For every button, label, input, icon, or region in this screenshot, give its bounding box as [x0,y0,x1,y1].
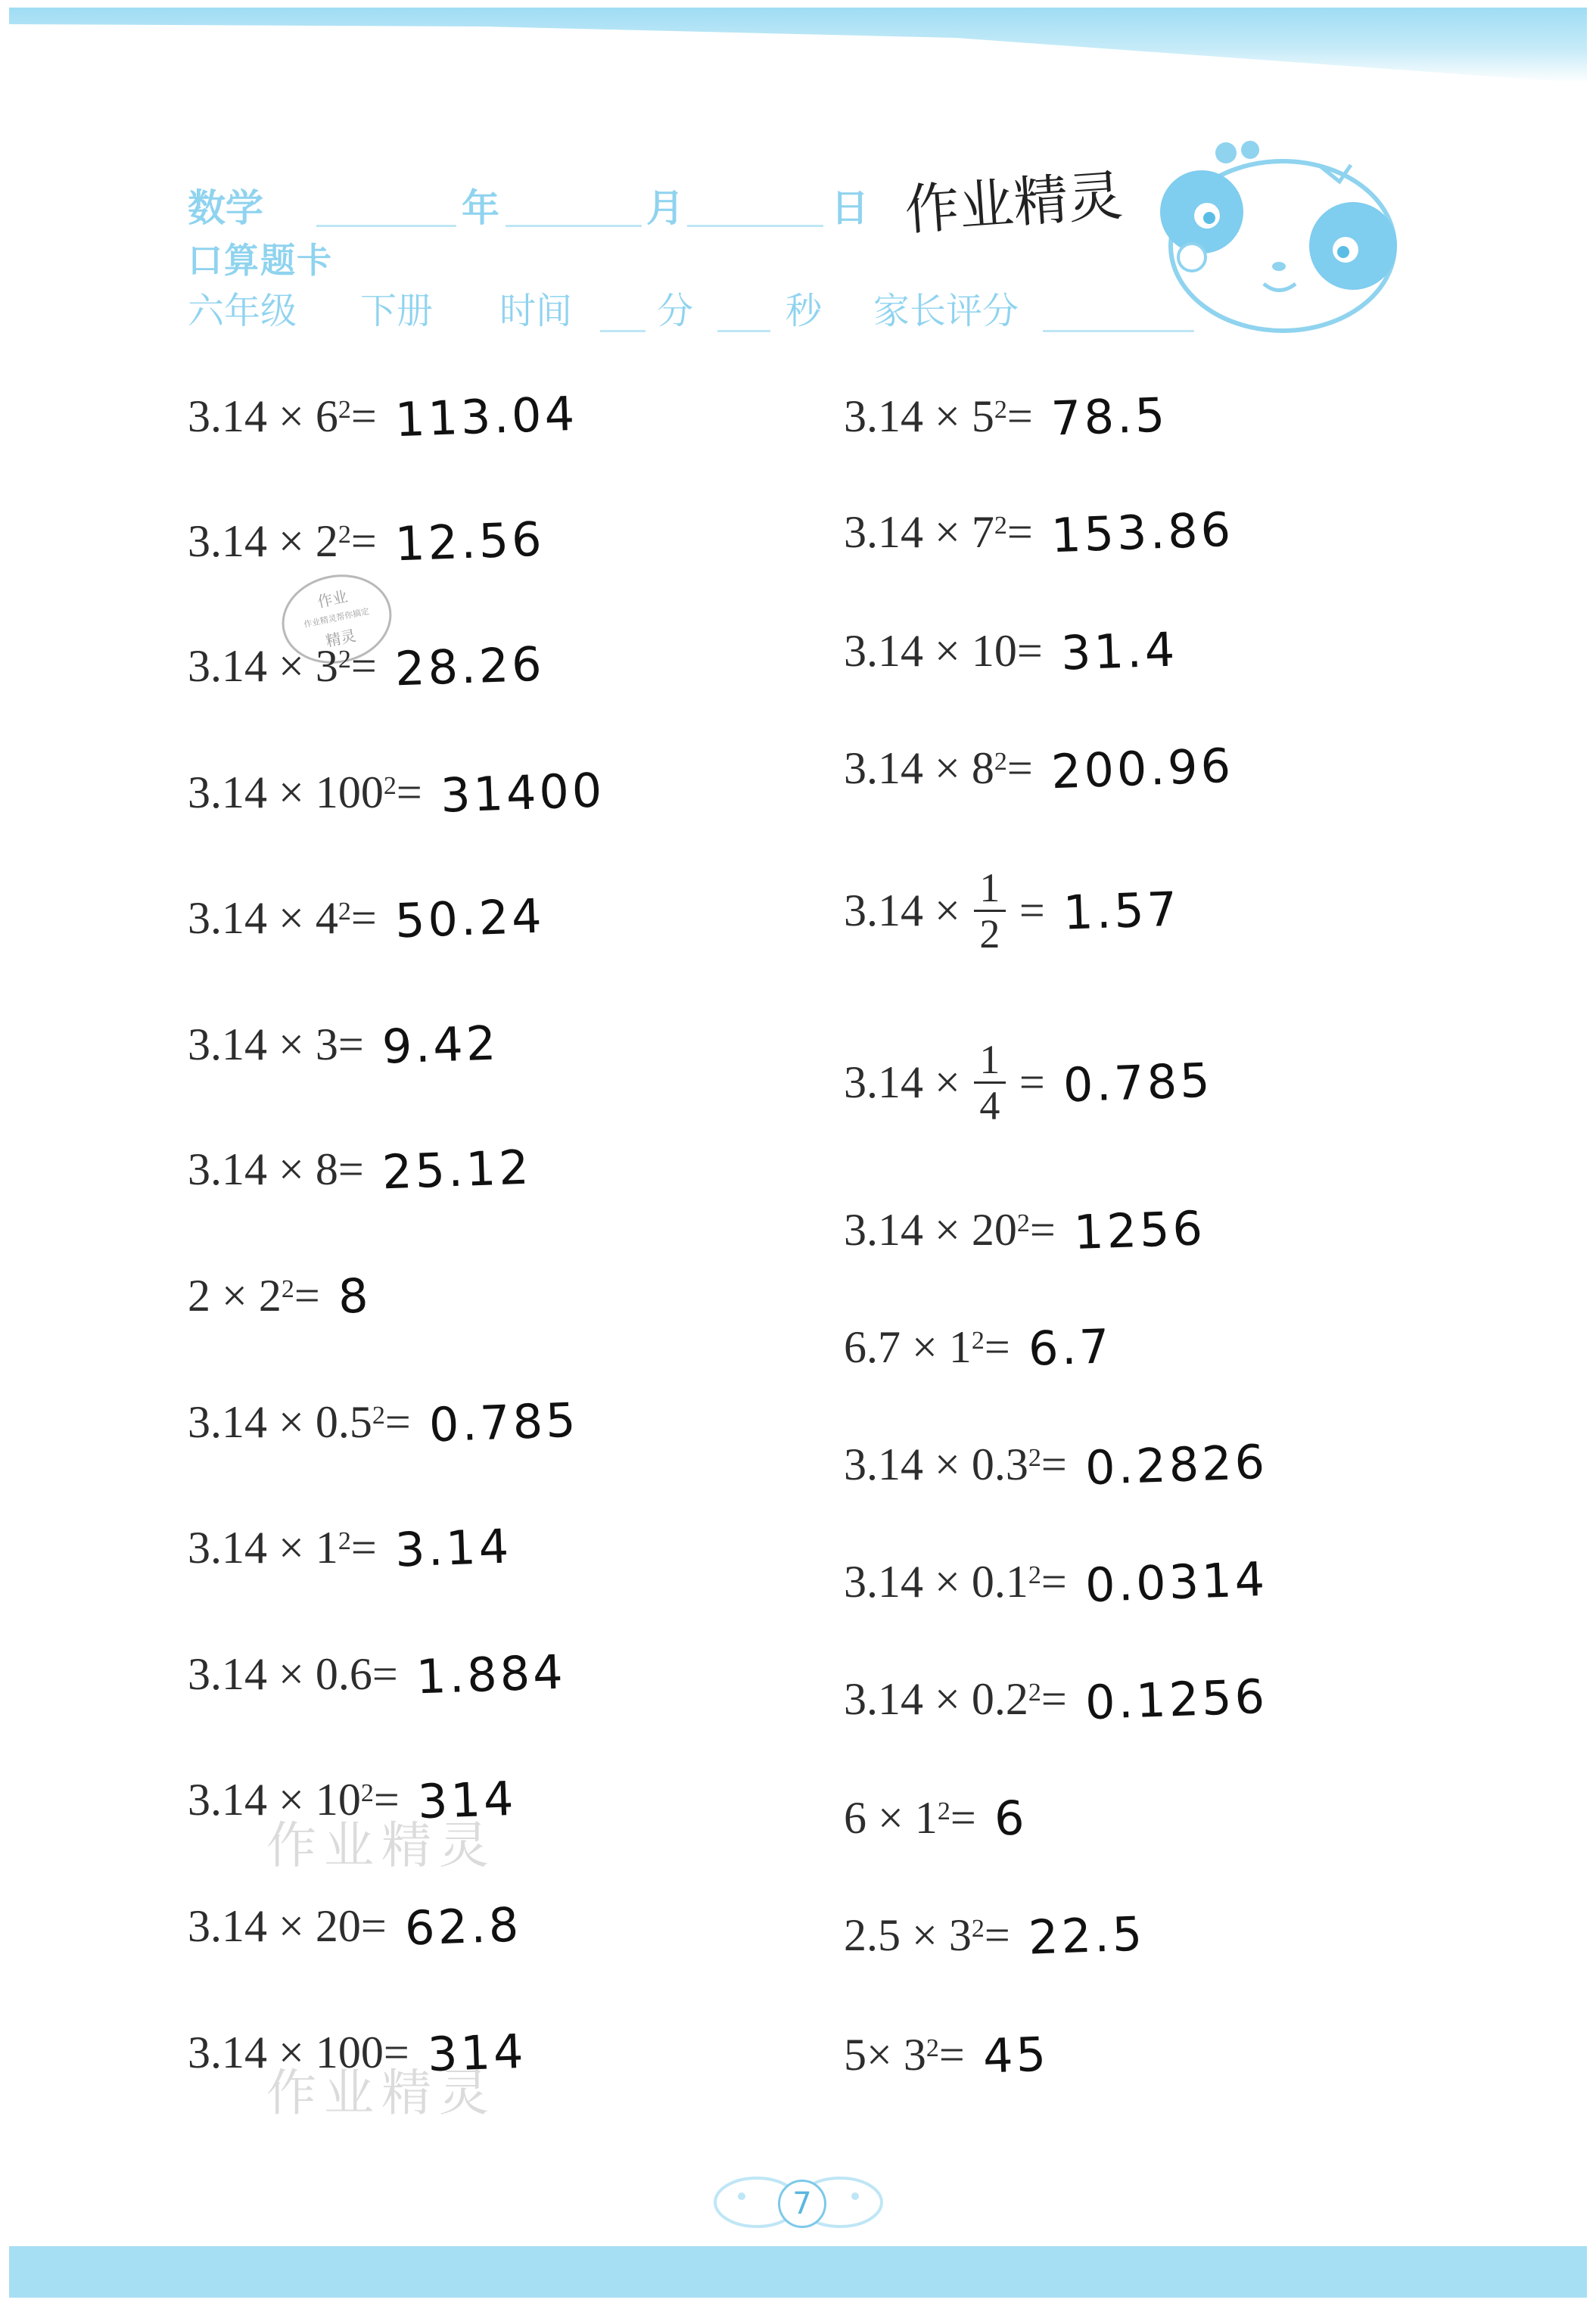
problem-base: 6 × 1 [844,1792,938,1843]
problem-expression [188,1900,387,1953]
problem-exponent: 2 [360,1779,374,1807]
time-label: 时间 [499,290,573,332]
second-blank [717,330,770,332]
volume-label: 下册 [360,290,434,332]
problem-exponent: 2 [994,396,1007,424]
problem-base: 3.14 × 6 [188,391,338,441]
problem-expression [188,1144,364,1196]
handwritten-answer: 200.96 [1050,737,1234,799]
equals-sign: = [1006,506,1033,557]
handwritten-answer: 6.7 [1027,1318,1113,1377]
stamp-bottom-text: 精灵 [324,626,358,651]
handwritten-answer: 0.0314 [1084,1551,1268,1613]
problem-base: 3.14 × 8 [188,1144,338,1194]
problem-row [844,1894,1145,1977]
parent-score-label: 家长评分 [873,290,1019,332]
problem-base: 2.5 × 3 [844,1909,972,1960]
fraction-numerator: 1 [979,1036,1000,1082]
problem-exponent: 2 [1028,1444,1041,1472]
problem-expression [844,506,1033,559]
problem-row [188,751,605,834]
year-blank [316,225,456,227]
problem-base: 3.14 × 0.5 [188,1396,372,1447]
equals-sign: = [383,2027,409,2077]
problem-row [844,609,1178,692]
problem-exponent: 2 [338,646,351,674]
problem-exponent: 2 [338,1527,351,1555]
problem-expression [844,1673,1067,1726]
problem-base: 3.14 × 0.2 [844,1673,1028,1724]
problem-base: 3.14 × 20 [188,1900,361,1951]
problem-row [844,1423,1268,1506]
problem-row [188,1254,371,1337]
problem-expression [844,742,1033,795]
equals-sign: = [350,892,377,943]
problem-base: 6.7 × 1 [844,1321,972,1372]
problem-expression [188,1019,364,1071]
equals-sign: = [373,1774,400,1825]
problem-exponent: 2 [994,512,1007,540]
equals-sign: = [984,1909,1010,1960]
equals-sign: = [350,640,377,691]
panda-illustration [1150,136,1408,341]
fraction-denominator: 4 [979,1082,1000,1128]
equals-sign: = [938,2029,965,2080]
handwritten-answer: 28.26 [394,636,546,696]
problem-expression [844,1439,1067,1491]
problem-base: 3.14 × 0.6 [188,1648,372,1699]
problem-row [188,876,544,960]
problem-expression [844,1792,976,1844]
problem-expression [844,391,1033,443]
equals-sign: = [360,1900,387,1951]
month-blank [506,225,642,227]
page-number: 7 [778,2180,826,2228]
grade-label: 六年级 [188,290,297,332]
problem-base: 3.14 × 10 [188,1774,361,1825]
problem-row [844,490,1234,574]
minute-blank [600,330,646,332]
problem-base: 3.14 × 8 [844,742,994,793]
equals-sign: = [294,1270,320,1321]
equals-sign: = [350,515,377,566]
equals-sign: = [384,1396,411,1447]
handwritten-answer: 6 [993,1789,1028,1847]
fraction [974,1038,1006,1128]
year-label: 年 [462,186,499,230]
handwritten-answer: 314 [416,1770,518,1829]
handwritten-answer: 0.785 [1062,1052,1214,1112]
equals-sign: = [1019,885,1045,935]
problem-base: 3.14 × 1 [188,1522,338,1573]
problem-row [188,1506,512,1589]
problem-expression [844,866,1045,956]
problem-base: 3.14 × [844,1056,960,1107]
problem-row [844,1036,1214,1128]
problem-expression [188,1270,320,1322]
problem-exponent: 2 [383,772,397,800]
equals-sign: = [372,1648,398,1699]
problem-row [188,499,544,583]
problem-expression [844,1556,1067,1608]
problem-expression [844,1909,1010,1962]
problem-base: 3.14 × 100 [188,767,384,817]
handwritten-answer: 25.12 [381,1139,533,1200]
handwritten-signature: 作业精灵 [902,163,1125,242]
handwritten-answer: 1256 [1072,1200,1206,1260]
problem-exponent: 2 [937,1797,950,1825]
handwritten-answer: 314 [426,2023,527,2082]
handwritten-answer: 31400 [439,761,606,823]
page-number-badge [711,2149,885,2240]
problem-row [844,1540,1268,1623]
problem-row [844,1305,1112,1389]
stamp-middle-text: 作业精灵帮你搞定 [303,606,371,630]
second-label: 秒 [786,290,823,332]
problem-exponent: 2 [281,1275,294,1303]
handwritten-answer: 0.785 [428,1392,580,1452]
equals-sign: = [350,391,377,441]
problem-row [188,375,577,458]
bottom-decor-bar [9,2246,1587,2298]
problem-exponent: 2 [1028,1561,1041,1589]
problem-expression [188,767,422,819]
equals-sign: = [396,767,422,817]
handwritten-answer: 50.24 [394,888,546,948]
problem-base: 3.14 × 0.3 [844,1439,1028,1489]
equals-sign: = [1006,742,1033,793]
problem-row [188,1884,521,1968]
problem-expression [844,2029,965,2081]
handwritten-answer: 0.2826 [1084,1433,1268,1495]
problem-base: 3.14 × 2 [188,515,338,566]
equals-sign: = [950,1792,976,1843]
problem-base: 3.14 × 3 [188,1019,338,1069]
equals-sign: = [1006,391,1033,441]
problem-expression [844,625,1043,677]
problem-exponent: 2 [1016,1209,1030,1237]
problem-exponent: 2 [372,1402,385,1430]
minute-label: 分 [657,290,694,332]
problem-base: 3.14 × [844,885,960,935]
month-label: 月 [646,186,684,230]
equals-sign: = [1016,625,1043,676]
problem-expression [188,1396,411,1449]
handwritten-answer: 62.8 [403,1896,522,1956]
subject-label: 数学 [188,186,263,230]
problem-expression [188,515,377,568]
problem-base: 3.14 × 7 [844,506,994,557]
problem-row [188,1632,565,1716]
top-decor-bar [9,8,1587,83]
handwritten-answer: 12.56 [394,511,546,571]
watermark-text: 作业精灵 [266,2064,496,2122]
handwritten-answer: 1.57 [1062,880,1181,941]
problem-row [188,1003,499,1086]
problem-base: 3.14 × 5 [844,391,994,441]
problem-base: 3.14 × 100 [188,2027,384,2077]
problem-exponent: 2 [971,1915,985,1943]
fraction-denominator: 2 [979,910,1000,957]
problem-row [188,1380,578,1464]
problem-exponent: 2 [971,1327,985,1355]
watermark-text: 作业精灵 [266,1816,496,1875]
day-label: 日 [831,186,869,230]
problem-exponent: 2 [338,521,351,549]
stamp-top-text: 作业 [316,587,350,611]
problem-row [844,864,1181,957]
equals-sign: = [984,1321,1010,1372]
problem-expression [844,1321,1010,1374]
handwritten-answer: 1.884 [415,1644,567,1704]
handwritten-answer: 0.1256 [1084,1668,1268,1730]
problem-base: 3.14 × 20 [844,1204,1017,1255]
problem-row [844,1776,1027,1859]
problem-row [188,1128,531,1211]
problem-exponent: 2 [338,898,351,926]
handwritten-answer: 3.14 [394,1517,512,1578]
problem-expression [188,391,377,443]
handwritten-answer: 9.42 [381,1014,499,1075]
problem-row [844,2013,1049,2096]
problem-base: 3.14 × 4 [188,892,338,943]
fraction [974,866,1006,956]
problem-base: 3.14 × 10 [844,625,1017,676]
day-blank [687,225,823,227]
handwritten-answer: 78.5 [1050,386,1168,447]
problem-base: 3.14 × 0.1 [844,1556,1028,1607]
problem-base: 2 × 2 [188,1270,282,1321]
handwritten-answer: 31.4 [1059,621,1178,681]
problem-base: 3.14 × 3 [188,640,338,691]
handwritten-answer: 8 [337,1267,372,1324]
problem-row [844,1188,1205,1271]
handwritten-answer: 113.04 [394,385,578,447]
equals-sign: = [350,1522,377,1573]
problem-expression [844,1038,1045,1128]
header-info-row [188,282,1247,335]
problem-expression [188,892,377,944]
problem-expression [188,1648,398,1701]
problem-row [844,1657,1268,1741]
problem-expression [188,1522,377,1574]
problem-exponent: 2 [338,396,351,424]
equals-sign: = [1041,1673,1067,1724]
problem-row [188,624,544,708]
problem-exponent: 2 [994,748,1007,776]
problem-row [844,727,1234,810]
equals-sign: = [1019,1056,1045,1107]
equals-sign: = [1041,1556,1067,1607]
problem-expression [188,640,377,692]
problem-exponent: 2 [926,2034,939,2062]
problem-base: 5× 3 [844,2029,926,2080]
problem-expression [844,1204,1056,1256]
handwritten-answer: 45 [982,2026,1050,2083]
problem-exponent: 2 [1028,1679,1041,1707]
equals-sign: = [1041,1439,1067,1489]
card-title: 口算题卡 [188,240,333,281]
problem-row [844,375,1168,458]
handwritten-answer: 22.5 [1027,1905,1146,1965]
fraction-numerator: 1 [979,864,1000,910]
equals-sign: = [338,1019,364,1069]
equals-sign: = [338,1144,364,1194]
handwritten-answer: 153.86 [1050,501,1234,563]
equals-sign: = [1029,1204,1056,1255]
